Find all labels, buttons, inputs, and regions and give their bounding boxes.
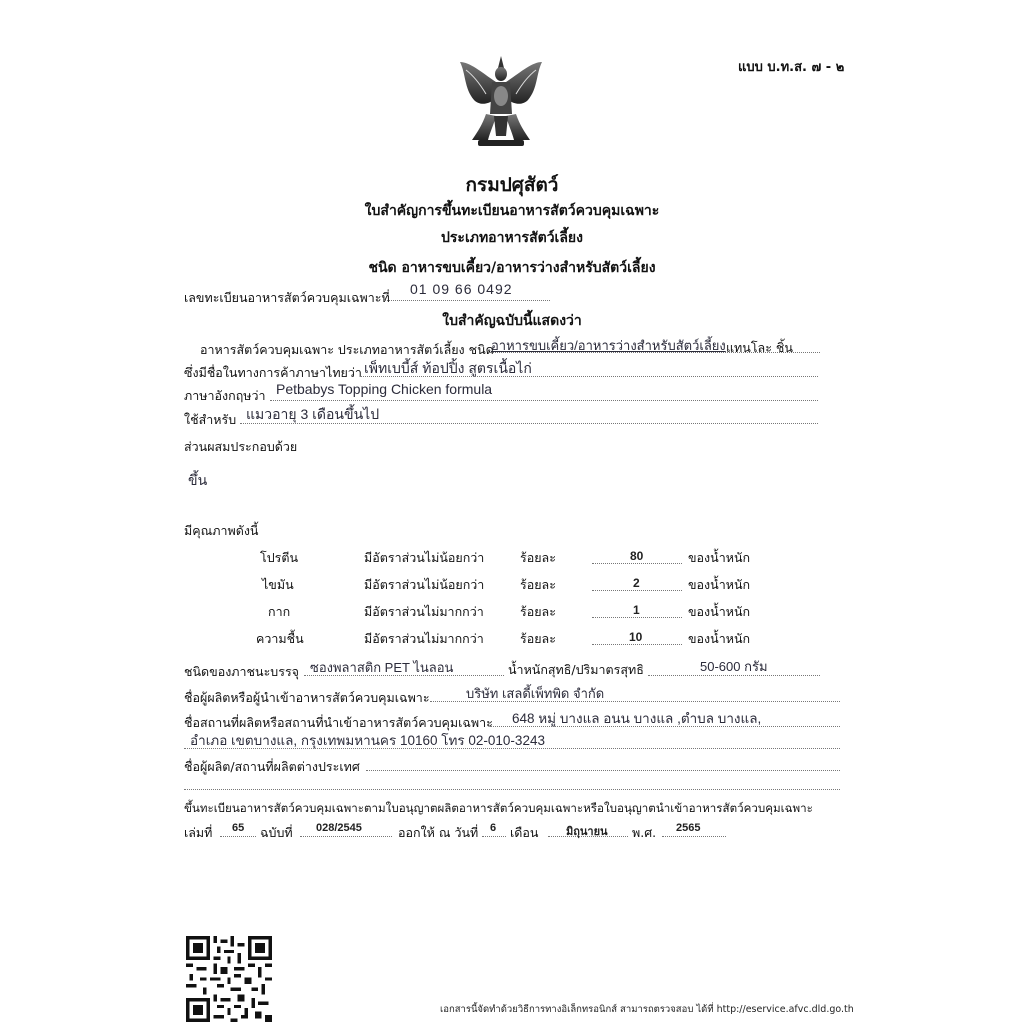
quality-condition: มีอัตราส่วนไม่น้อยกว่า xyxy=(364,577,485,592)
quality-percent-label: ร้อยละ xyxy=(520,631,556,646)
thai-name-label: ซึ่งมีชื่อในทางการค้าภาษาไทยว่า xyxy=(184,365,362,380)
quality-value: 10 xyxy=(629,630,643,644)
packaging-label: ชนิดของภาชนะบรรจุ xyxy=(184,664,299,679)
day-value: 6 xyxy=(490,822,497,834)
qr-code-icon xyxy=(186,936,272,1022)
certify-heading: ใบสำคัญฉบับนี้แสดงว่า xyxy=(442,313,582,329)
title-line-3: ชนิด อาหารขบเคี้ยว/อาหารว่างสำหรับสัตว์เลี้ยง xyxy=(368,260,656,276)
footer-note: เอกสารนี้จัดทำด้วยวิธีการทางอิเล็กทรอนิกส์ สามารถตรวจสอบ ได้ที่ http://eservice.afvc.dld.go.th xyxy=(440,1004,854,1015)
product-type-label: อาหารสัตว์ควบคุมเฉพาะ ประเภทอาหารสัตว์เลี้ยง ชนิด xyxy=(200,342,494,357)
english-name-value: Petbabys Topping Chicken formula xyxy=(276,381,493,397)
quality-name: ไขมัน xyxy=(262,577,294,592)
quality-percent-label: ร้อยละ xyxy=(520,577,556,592)
quality-name: ความชื้น xyxy=(256,631,304,646)
english-name-label: ภาษาอังกฤษว่า xyxy=(184,388,266,403)
weight-value: 50-600 กรัม xyxy=(700,659,768,674)
year-value: 2565 xyxy=(676,822,701,834)
quality-name: กาก xyxy=(268,604,291,619)
use-for-label: ใช้สำหรับ xyxy=(184,412,237,427)
manufacturer-value: บริษัท เสลดี้เพ็ทพิด จำกัด xyxy=(466,686,605,701)
quality-condition: มีอัตราส่วนไม่มากกว่า xyxy=(364,604,484,619)
quality-percent-label: ร้อยละ xyxy=(520,550,556,565)
quality-condition: มีอัตราส่วนไม่น้อยกว่า xyxy=(364,550,485,565)
packaging-value: ซองพลาสติก PET ไนลอน xyxy=(310,660,454,675)
month-value: มิถุนายน xyxy=(566,826,608,838)
location-line-1: 648 หมู่ บางแล อนน บางแล ,ตำบล บางแล, xyxy=(512,711,762,726)
quality-heading: มีคุณภาพดังนี้ xyxy=(184,523,259,538)
quality-name: โปรตีน xyxy=(260,550,299,565)
quality-condition: มีอัตราส่วนไม่มากกว่า xyxy=(364,631,484,646)
title-line-1: ใบสำคัญการขึ้นทะเบียนอาหารสัตว์ควบคุมเฉพาะ xyxy=(364,203,660,219)
thai-name-value: เพ็ทเบบี้ส์ ท้อปปิ้ง สูตรเนื้อไก่ xyxy=(364,360,532,376)
garuda-emblem-icon xyxy=(456,54,546,150)
quality-unit: ของน้ำหนัก xyxy=(688,631,751,646)
composition-value: ขึ้น xyxy=(188,472,208,488)
quality-unit: ของน้ำหนัก xyxy=(688,550,751,565)
foreign-label: ชื่อผู้ผลิต/สถานที่ผลิตต่างประเทศ xyxy=(184,759,360,774)
registration-number: 01 09 66 0492 xyxy=(410,281,513,297)
use-for-value: แมวอายุ 3 เดือนขึ้นไป xyxy=(246,406,380,422)
quality-value: 2 xyxy=(633,576,640,590)
weight-label: น้ำหนักสุทธิ/ปริมาตรสุทธิ xyxy=(508,662,644,677)
form-code: แบบ บ.ท.ส. ๗ - ๒ xyxy=(738,60,845,75)
issue-value: 028/2545 xyxy=(316,822,362,834)
date-label: ออกให้ ณ วันที่ xyxy=(398,825,479,840)
title-line-2: ประเภทอาหารสัตว์เลี้ยง xyxy=(441,230,583,246)
year-label: พ.ศ. xyxy=(632,825,657,840)
manufacturer-label: ชื่อผู้ผลิตหรือผู้นำเข้าอาหารสัตว์ควบคุมเฉพาะ xyxy=(184,690,430,705)
composition-label: ส่วนผสมประกอบด้วย xyxy=(184,439,298,454)
license-statement: ขึ้นทะเบียนอาหารสัตว์ควบคุมเฉพาะตามใบอนุญาตผลิตอาหารสัตว์ควบคุมเฉพาะหรือใบอนุญาตนำเข้าอาหารสัตว์ควบคุมเฉพาะ xyxy=(184,801,813,815)
quality-value: 1 xyxy=(633,603,640,617)
location-line-2: อำเภอ เขตบางแล, กรุงเทพมหานคร 10160 โทร 02-010-3243 xyxy=(190,733,545,748)
product-form-suffix: แทนโละ ชิ้น xyxy=(726,340,793,355)
registration-label: เลขทะเบียนอาหารสัตว์ควบคุมเฉพาะที่ xyxy=(184,290,390,305)
book-value: 65 xyxy=(232,822,245,834)
quality-value: 80 xyxy=(630,549,644,563)
quality-unit: ของน้ำหนัก xyxy=(688,604,751,619)
book-label: เล่มที่ xyxy=(184,825,213,840)
product-type-value: อาหารขบเคี้ยว/อาหารว่างสำหรับสัตว์เลี้ยง xyxy=(491,338,726,353)
quality-percent-label: ร้อยละ xyxy=(520,604,556,619)
quality-unit: ของน้ำหนัก xyxy=(688,577,751,592)
issue-label: ฉบับที่ xyxy=(260,825,293,840)
location-label: ชื่อสถานที่ผลิตหรือสถานที่นำเข้าอาหารสัตว์ควบคุมเฉพาะ xyxy=(184,715,493,730)
month-label: เดือน xyxy=(510,825,539,840)
department-title: กรมปศุสัตว์ xyxy=(465,174,559,196)
